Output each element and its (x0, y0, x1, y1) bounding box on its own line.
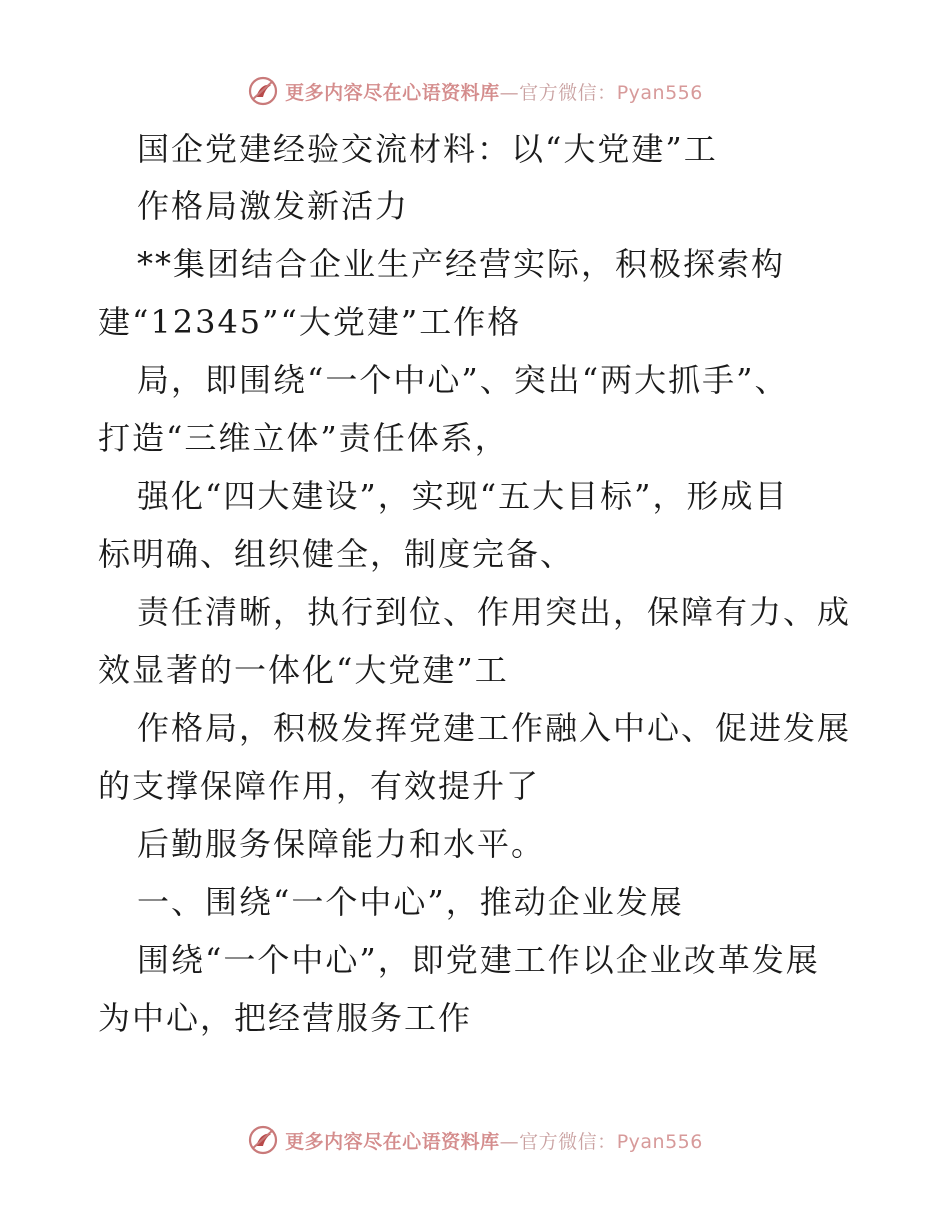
paragraph-line: 标明确、组织健全，制度完备、 (98, 535, 575, 573)
watermark-text (285, 1127, 703, 1154)
paragraph-line: 强化“四大建设”，实现“五大目标”，形成目 (137, 477, 789, 515)
paragraph-line: 局，即围绕“一个中心”、突出“两大抓手”、 (137, 361, 789, 399)
logo-icon (247, 1124, 279, 1156)
watermark-text (285, 78, 703, 105)
title-line-1: 国企党建经验交流材料：以“大党建”工 (137, 130, 718, 168)
paragraph-line: 责任清晰，执行到位、作用突出，保障有力、成 (137, 593, 852, 631)
watermark-dash: — (499, 1130, 520, 1153)
watermark-contact: 官方微信： (519, 1130, 617, 1153)
header-watermark (0, 74, 950, 108)
footer-watermark (0, 1123, 950, 1157)
paragraph-line: 打造“三维立体”责任体系， (98, 419, 509, 457)
watermark-id: Pyan556 (616, 1130, 703, 1153)
paragraph-line: 建“12345”“大党建”工作格 (98, 303, 522, 341)
paragraph-line: 的支撑保障作用，有效提升了 (98, 767, 541, 805)
watermark-main: 更多内容尽在心语资料库 (285, 81, 500, 104)
paragraph-line: 作格局，积极发挥党建工作融入中心、促进发展 (137, 709, 852, 747)
watermark-dash: — (499, 81, 520, 104)
paragraph-line: 效显著的一体化“大党建”工 (98, 651, 509, 689)
paragraph-line: 为中心，把经营服务工作 (98, 999, 473, 1037)
paragraph-line: **集团结合企业生产经营实际，积极探索构 (137, 245, 786, 283)
logo-icon (247, 75, 279, 107)
watermark-contact: 官方微信： (519, 81, 617, 104)
section-heading: 一、围绕“一个中心”，推动企业发展 (137, 883, 684, 921)
title-line-2: 作格局激发新活力 (137, 187, 410, 225)
paragraph-line: 围绕“一个中心”，即党建工作以企业改革发展 (137, 941, 820, 979)
watermark-main: 更多内容尽在心语资料库 (285, 1130, 500, 1153)
paragraph-line: 后勤服务保障能力和水平。 (137, 825, 546, 863)
watermark-id: Pyan556 (616, 81, 703, 104)
